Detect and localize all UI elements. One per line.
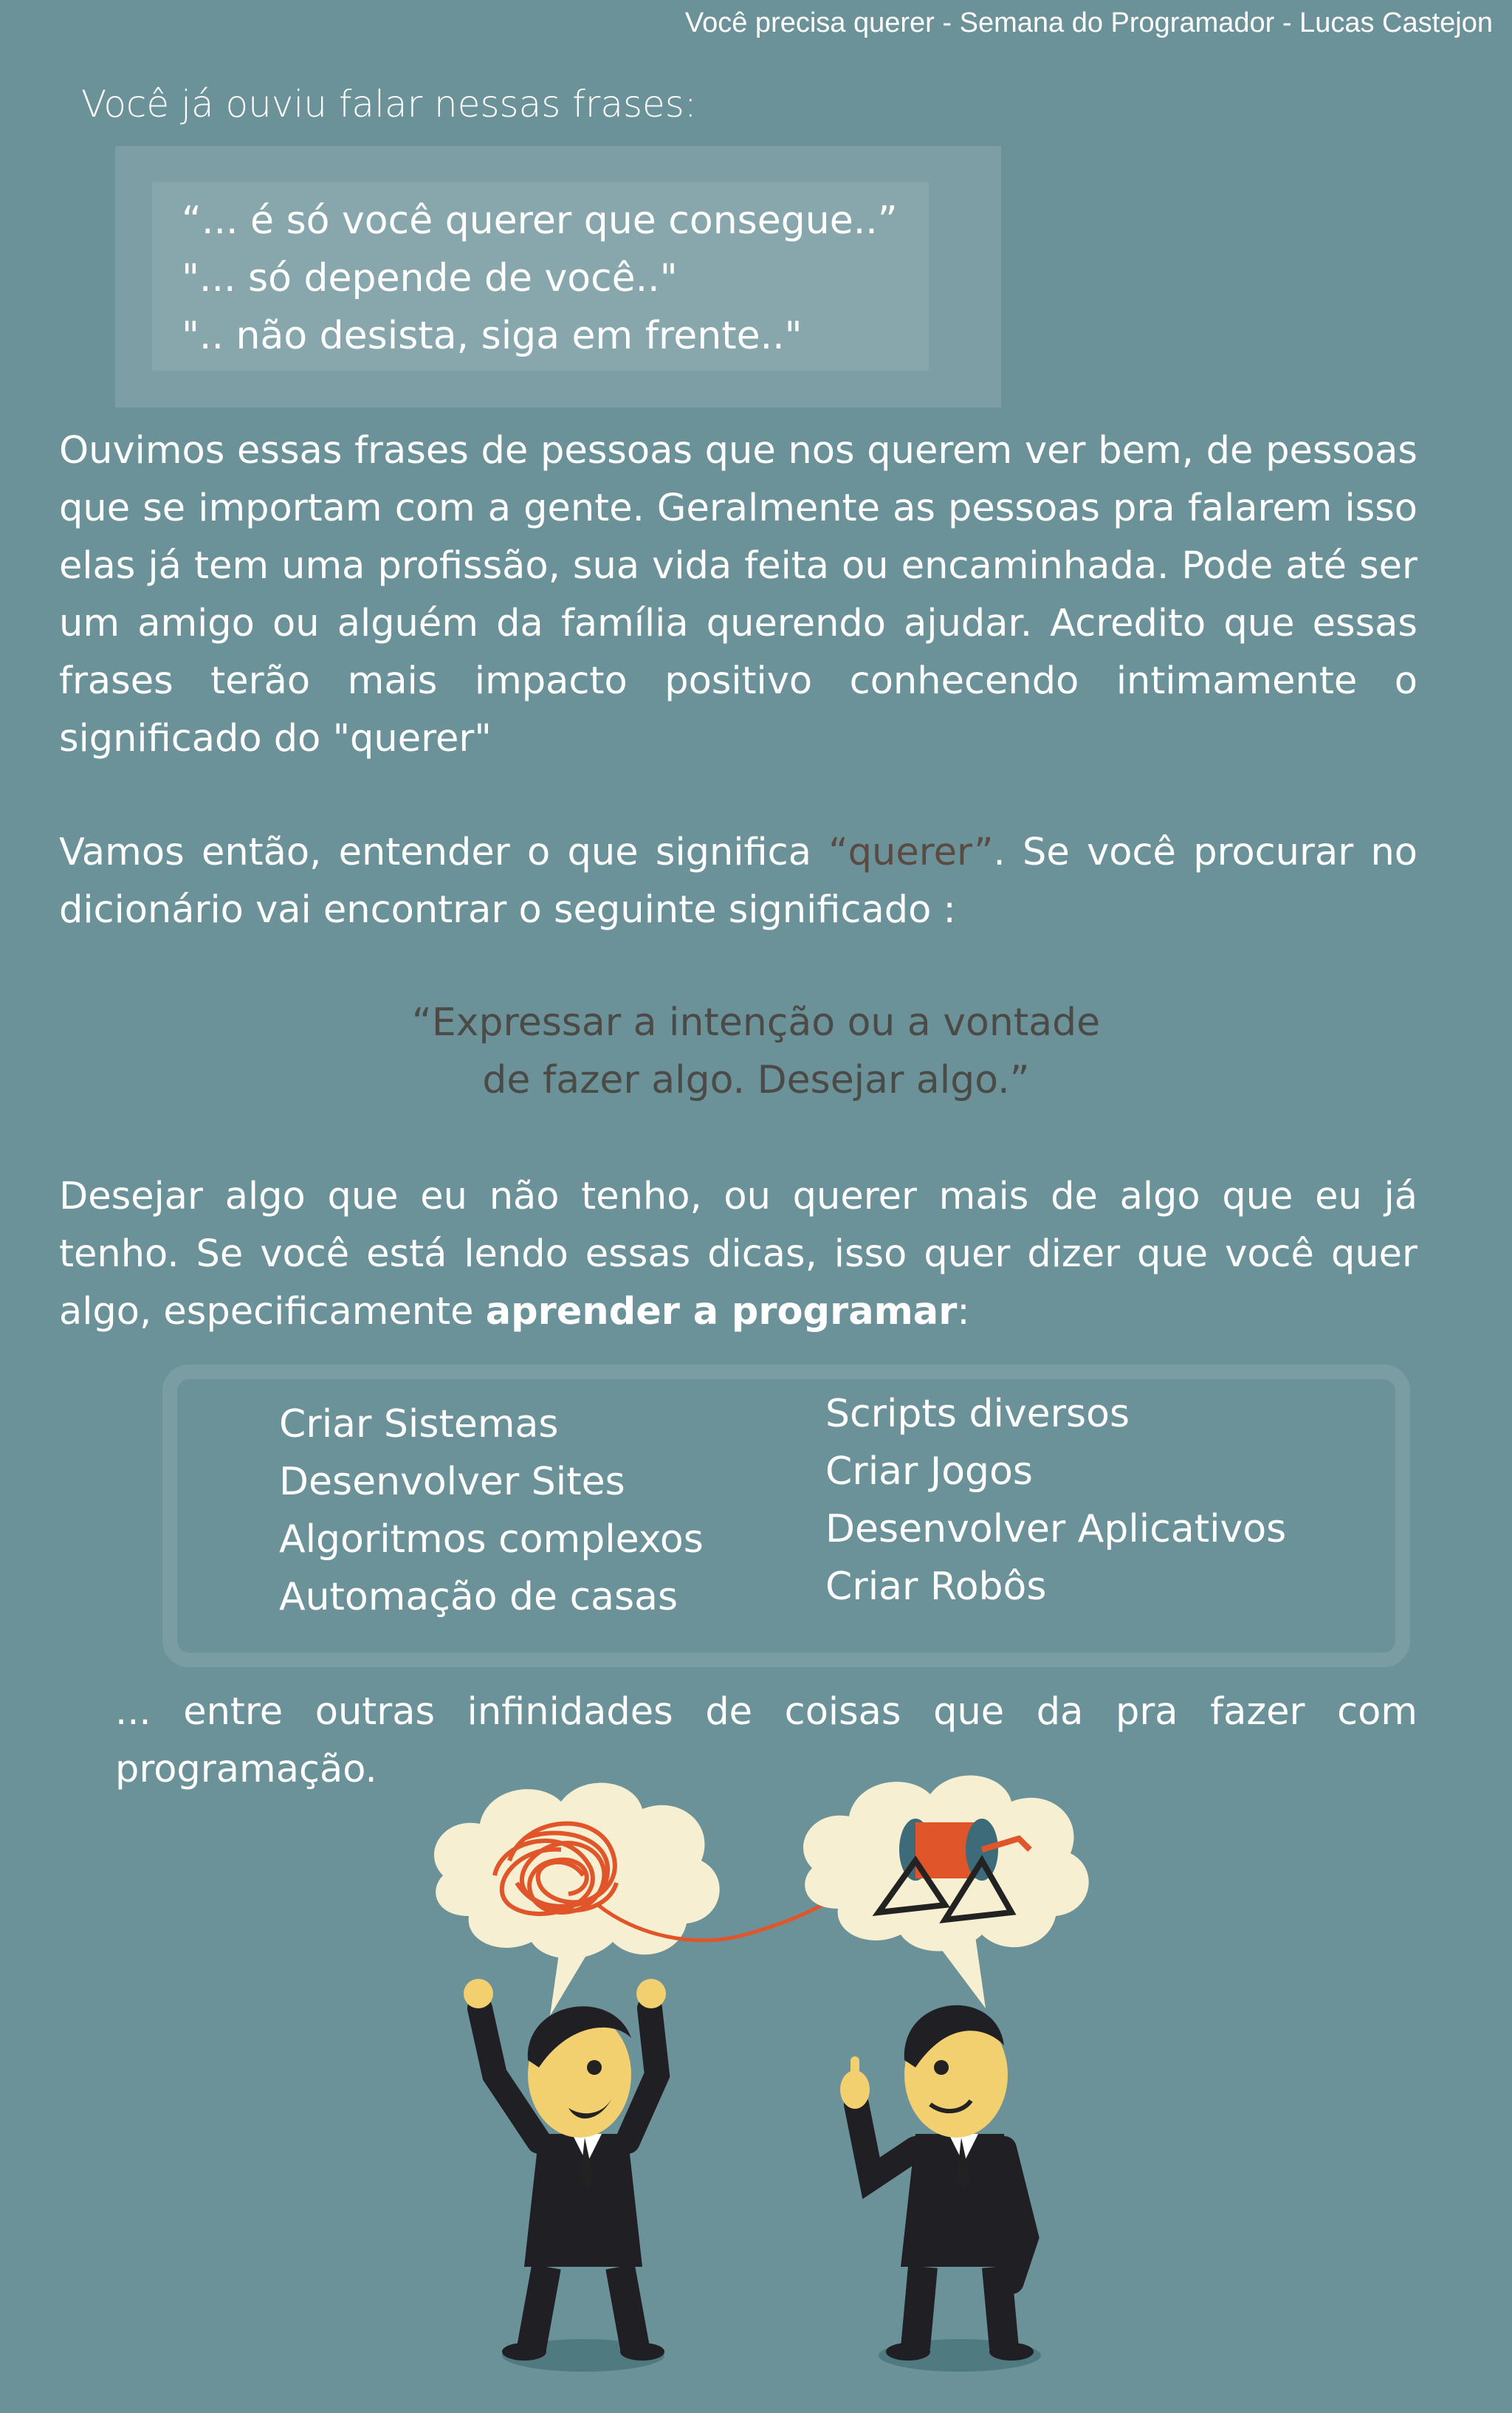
- list-item: Desenvolver Aplicativos: [825, 1507, 1287, 1551]
- paragraph-3: [59, 1168, 1418, 1341]
- definition-line-1: “Expressar a intenção ou a vontade: [411, 1000, 1101, 1045]
- goals-list-left: [279, 1396, 704, 1626]
- paragraph-3-text: Desejar algo que eu não tenho, ou querer mais de algo que eu já tenho. Se você está lendo essas dicas, isso quer dizer que você quer algo, especificamente: [59, 1175, 1418, 1334]
- goals-list-box: [162, 1365, 1410, 1667]
- list-item: Algoritmos complexos: [279, 1517, 704, 1562]
- paragraph-2-text: Vamos então, entender o que significa: [59, 831, 829, 874]
- list-item: Automação de casas: [279, 1575, 678, 1619]
- paragraph-1: Ouvimos essas frases de pessoas que nos querem ver bem, de pessoas que se importam com a gente. Geralmente as pessoas pra falarem isso elas já tem uma profissão, sua vida feita ou encaminhada. Pode até ser um amigo ou alguém da família querendo ajudar. Acredito que essas frases terão mais impacto positivo conhecendo intimamente o significado do "querer": [59, 429, 1418, 761]
- querer-highlight: “querer”: [828, 831, 994, 874]
- intro-text: Você já ouviu falar nessas frases:: [81, 83, 697, 126]
- left-businessman-icon: [464, 1979, 666, 2372]
- list-item: Criar Robôs: [825, 1565, 1047, 1609]
- list-item: Criar Jogos: [825, 1449, 1033, 1494]
- paragraph-2: [59, 824, 1418, 939]
- quote-line: "... só depende de você..": [182, 256, 678, 301]
- quote-line: ".. não desista, siga em frente..": [182, 314, 803, 358]
- quotes-inner-panel: [152, 182, 929, 371]
- paragraph-3-colon: :: [957, 1290, 970, 1334]
- list-item: Criar Sistemas: [279, 1402, 559, 1446]
- dictionary-definition: [0, 994, 1512, 1109]
- aprender-programar-bold: aprender a programar: [485, 1290, 958, 1334]
- list-item: Desenvolver Sites: [279, 1460, 625, 1504]
- goals-list-right: [825, 1385, 1286, 1616]
- closing-text: ... entre outras infinidades de coisas que da pra fazer com programação.: [115, 1690, 1418, 1791]
- paragraph-2-text-end: . Se você procurar no dicionário vai encontrar o seguinte significado :: [59, 831, 1418, 932]
- page-header: Você precisa querer - Semana do Programador - Lucas Castejon: [684, 7, 1493, 38]
- definition-line-2: de fazer algo. Desejar algo.”: [482, 1058, 1030, 1102]
- right-thought-cloud-icon: [803, 1776, 1089, 2008]
- right-businessman-icon: [840, 2005, 1041, 2372]
- quote-line: “... é só você querer que consegue..”: [182, 199, 898, 243]
- quotes-box: [115, 146, 1001, 408]
- businessmen-illustration: [413, 1765, 1137, 2400]
- list-item: Scripts diversos: [825, 1392, 1130, 1436]
